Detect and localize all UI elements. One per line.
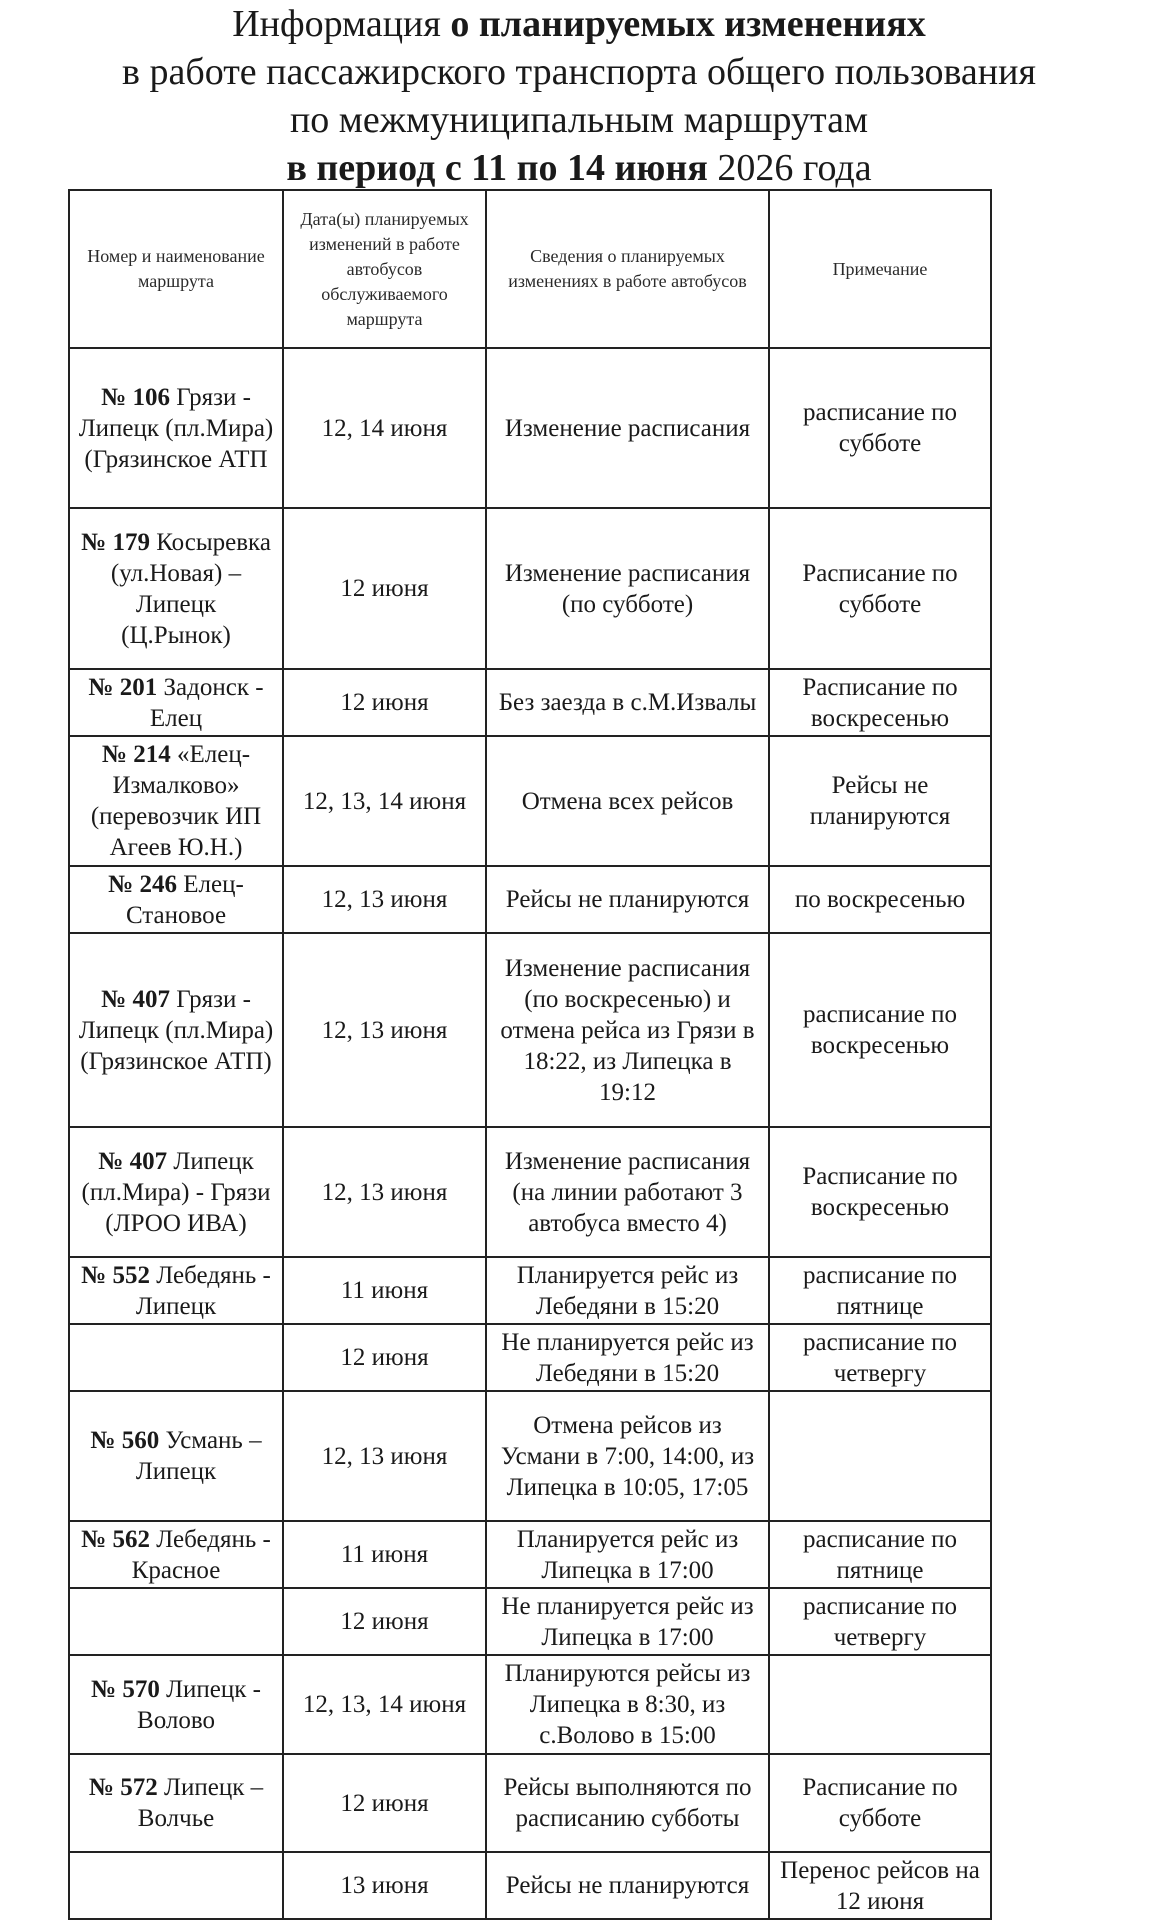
dates-cell: 12, 13 июня (283, 1391, 486, 1521)
dates-cell: 12, 13, 14 июня (283, 736, 486, 866)
route-cell (69, 1754, 283, 1852)
dates-cell: 12, 14 июня (283, 348, 486, 508)
table-row (69, 669, 991, 736)
dates-cell: 11 июня (283, 1521, 486, 1588)
dates-cell: 11 июня (283, 1257, 486, 1324)
changes-cell: Не планируется рейс из Липецка в 17:00 (486, 1588, 769, 1655)
title-year: 2026 года (707, 147, 872, 189)
dates-cell: 12 июня (283, 1588, 486, 1655)
title-line-1 (0, 0, 1158, 48)
note-cell: Расписание по воскресенью (769, 1127, 991, 1257)
route-cell (69, 1588, 283, 1655)
dates-cell: 12, 13 июня (283, 1127, 486, 1257)
route-name: Лебедянь - Липецк (135, 1261, 271, 1320)
table-header-row (69, 190, 991, 348)
route-cell (69, 508, 283, 669)
route-number: № 407 (101, 985, 170, 1013)
note-cell: Расписание по субботе (769, 508, 991, 669)
dates-cell: 12 июня (283, 1754, 486, 1852)
note-cell: расписание по четвергу (769, 1588, 991, 1655)
route-cell (69, 1127, 283, 1257)
title-line-1-prefix: Информация (232, 3, 451, 45)
route-number: № 570 (90, 1675, 160, 1703)
table-row (69, 1391, 991, 1521)
dates-cell: 12 июня (283, 669, 486, 736)
table-row (69, 1588, 991, 1655)
header-dates: Дата(ы) планируемых изменений в работе автобусов обслуживаемого маршрута (283, 190, 486, 348)
note-cell: расписание по субботе (769, 348, 991, 508)
note-cell: Расписание по воскресенью (769, 669, 991, 736)
dates-cell: 12 июня (283, 1324, 486, 1391)
route-number: № 246 (108, 870, 178, 898)
dates-cell: 12 июня (283, 508, 486, 669)
changes-cell: Без заезда в с.М.Извалы (486, 669, 769, 736)
table-row (69, 1852, 991, 1919)
header-note: Примечание (769, 190, 991, 348)
route-cell (69, 866, 283, 933)
note-cell: Рейсы не планируются (769, 736, 991, 866)
table-row (69, 1127, 991, 1257)
changes-cell: Планируются рейсы из Липецка в 8:30, из с.Волово в 15:00 (486, 1655, 769, 1754)
route-name: Лебедянь - Красное (131, 1525, 271, 1584)
changes-cell: Изменение расписания (по воскресенью) и отмена рейса из Грязи в 18:22, из Липецка в 19:12 (486, 933, 769, 1127)
note-cell (769, 1655, 991, 1754)
title-line-2: в работе пассажирского транспорта общего пользования (122, 51, 1036, 93)
route-cell (69, 1257, 283, 1324)
note-cell: расписание по пятнице (769, 1257, 991, 1324)
route-number: № 560 (90, 1427, 160, 1454)
table-row (69, 1521, 991, 1588)
route-cell (69, 1391, 283, 1521)
table-row (69, 866, 991, 933)
table-row (69, 1655, 991, 1754)
route-cell (69, 933, 283, 1127)
table-row (69, 933, 991, 1127)
route-number: № 201 (88, 673, 158, 701)
title-period: в период с 11 по 14 июня (286, 147, 708, 189)
route-cell (69, 1324, 283, 1391)
title-line-4 (0, 144, 1158, 192)
route-name: Задонск - Елец (149, 673, 264, 732)
route-cell (69, 1521, 283, 1588)
route-number: № 106 (101, 383, 170, 411)
route-number: № 562 (81, 1525, 150, 1553)
changes-cell: Рейсы выполняются по расписанию субботы (486, 1754, 769, 1852)
note-cell: Расписание по субботе (769, 1754, 991, 1852)
note-cell: расписание по пятнице (769, 1521, 991, 1588)
note-cell: расписание по воскресенью (769, 933, 991, 1127)
route-cell (69, 736, 283, 866)
header-route: Номер и наименование маршрута (69, 190, 283, 348)
note-cell: по воскресенью (769, 866, 991, 933)
changes-cell: Изменение расписания (486, 348, 769, 508)
route-number: № 572 (88, 1774, 158, 1801)
changes-cell: Рейсы не планируются (486, 866, 769, 933)
route-cell (69, 1852, 283, 1919)
route-name: Липецк - Волово (137, 1675, 262, 1734)
header-changes: Сведения о планируемых изменениях в работе автобусов (486, 190, 769, 348)
changes-cell: Планируется рейс из Лебедяни в 15:20 (486, 1257, 769, 1324)
route-name: «Елец-Измалково» (перевозчик ИП Агеев Ю.Н.) (90, 741, 262, 861)
table-row (69, 1257, 991, 1324)
changes-cell: Отмена всех рейсов (486, 736, 769, 866)
route-number: № 179 (81, 528, 150, 556)
note-cell (769, 1391, 991, 1521)
changes-cell: Изменение расписания (по субботе) (486, 508, 769, 669)
route-cell (69, 669, 283, 736)
note-cell: Перенос рейсов на 12 июня (769, 1852, 991, 1919)
route-number: № 214 (101, 741, 171, 768)
route-cell (69, 1655, 283, 1754)
route-name: Косыревка (ул.Новая) – Липецк (Ц.Рынок) (110, 528, 271, 649)
dates-cell: 12, 13, 14 июня (283, 1655, 486, 1754)
title-line-1-bold: о планируемых изменениях (450, 3, 926, 45)
table-row (69, 508, 991, 669)
route-name: Липецк (пл.Мира) - Грязи (ЛРОО ИВА) (81, 1147, 271, 1237)
route-cell (69, 348, 283, 508)
route-number: № 407 (98, 1147, 168, 1175)
route-name: Липецк – Волчье (137, 1774, 264, 1832)
dates-cell: 13 июня (283, 1852, 486, 1919)
schedule-table (68, 189, 992, 1920)
document-title (0, 0, 1158, 192)
note-cell: расписание по четвергу (769, 1324, 991, 1391)
dates-cell: 12, 13 июня (283, 866, 486, 933)
table-row (69, 1754, 991, 1852)
changes-cell: Рейсы не планируются (486, 1852, 769, 1919)
table-row (69, 348, 991, 508)
route-number: № 552 (81, 1261, 150, 1289)
route-name: Усмань – Липецк (135, 1427, 262, 1485)
changes-cell: Не планируется рейс из Лебедяни в 15:20 (486, 1324, 769, 1391)
title-line-3: по межмуниципальным маршрутам (289, 99, 869, 141)
changes-cell: Планируется рейс из Липецка в 17:00 (486, 1521, 769, 1588)
changes-cell: Изменение расписания (на линии работают 3 автобуса вместо 4) (486, 1127, 769, 1257)
route-name: Грязи - Липецк (пл.Мира) (Грязинское АТП (78, 383, 274, 473)
table-row (69, 1324, 991, 1391)
route-name: Елец-Становое (125, 870, 244, 929)
route-name: Грязи - Липецк (пл.Мира) (Грязинское АТП) (78, 985, 274, 1075)
dates-cell: 12, 13 июня (283, 933, 486, 1127)
changes-cell: Отмена рейсов из Усмани в 7:00, 14:00, из Липецка в 10:05, 17:05 (486, 1391, 769, 1521)
table-row (69, 736, 991, 866)
